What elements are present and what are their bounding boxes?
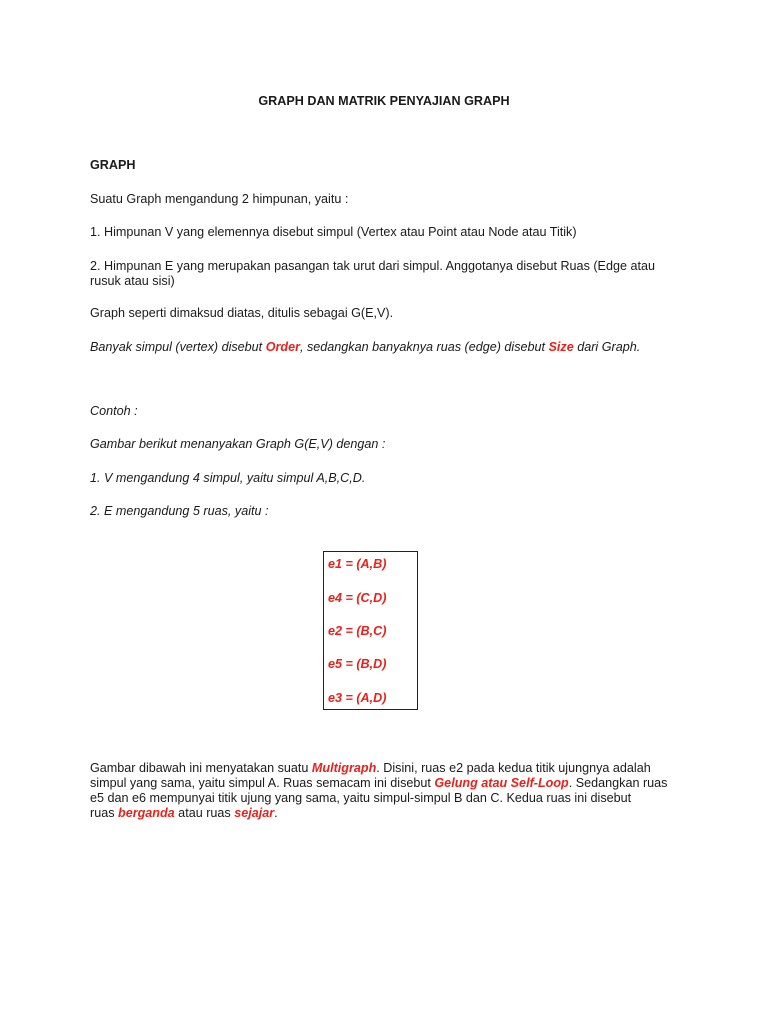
item-vertex-set: 1. Himpunan V yang elemennya disebut simpul (Vertex atau Point atau Node atau Titik) [90,225,577,239]
text-span: Gambar dibawah ini menyatakan suatu [90,761,312,775]
multigraph-line2 [90,776,680,791]
text-span: simpul yang sama, yaitu simpul A. Ruas semacam ini disebut [90,776,435,790]
size-term: Size [548,340,574,354]
multigraph-line4 [90,806,680,821]
order-sentence-part1: Banyak simpul (vertex) disebut [90,340,266,354]
edge-item: e2 = (B,C) [328,624,387,638]
sejajar-term: sejajar [234,806,275,820]
page-title: GRAPH DAN MATRIK PENYAJIAN GRAPH [258,94,510,108]
example-line3: 2. E mengandung 5 ruas, yaitu : [90,504,269,518]
multigraph-term: Multigraph [311,761,377,775]
item-edge-set-line1: 2. Himpunan E yang merupakan pasangan tak urut dari simpul. Anggotanya disebut Ruas (Edge atau [90,259,655,273]
multigraph-line3: e5 dan e6 mempunyai titik ujung yang sama, yaitu simpul-simpul B dan C. Kedua ruas ini disebut [90,791,632,805]
order-term: Order [265,340,300,354]
edge-item: e3 = (A,D) [328,691,387,705]
example-line1: Gambar berikut menanyakan Graph G(E,V) dengan : [90,437,386,451]
edge-item: e4 = (C,D) [328,591,387,605]
item-edge-set [90,259,680,289]
text-span: . Disini, ruas e2 pada kedua titik ujungnya adalah [376,761,651,775]
text-span: atau ruas [174,806,235,820]
text-span: . Sedangkan ruas [568,776,668,790]
notation-text: Graph seperti dimaksud diatas, ditulis sebagai G(E,V). [90,306,394,320]
text-span: ruas [90,806,118,820]
multigraph-line1 [90,761,680,776]
order-sentence-part2: , sedangkan banyaknya ruas (edge) disebut [299,340,549,354]
order-size-sentence [90,340,680,355]
intro-text: Suatu Graph mengandung 2 himpunan, yaitu : [90,192,349,206]
example-line2: 1. V mengandung 4 simpul, yaitu simpul A,B,C,D. [90,471,366,485]
item-edge-set-line2: rusuk atau sisi) [90,274,175,288]
section-heading: GRAPH [90,158,136,172]
multigraph-paragraph [90,761,680,821]
edge-list-box [323,551,418,710]
edge-item: e5 = (B,D) [328,657,387,671]
edge-item: e1 = (A,B) [328,557,387,571]
self-loop-term: Gelung atau Self-Loop [434,776,569,790]
berganda-term: berganda [118,806,175,820]
example-label: Contoh : [90,404,138,418]
text-span: . [274,806,278,820]
order-sentence-part3: dari Graph. [573,340,641,354]
